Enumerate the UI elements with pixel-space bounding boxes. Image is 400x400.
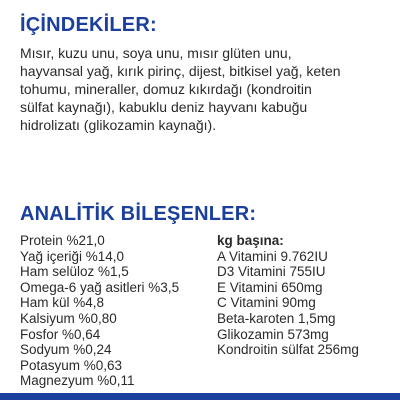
per-kg-item: A Vitamini 9.762IU xyxy=(217,248,328,264)
nutrient-item: Magnezyum %0,11 xyxy=(20,373,135,389)
per-kg-item: Kondroitin sülfat 256mg xyxy=(217,342,359,358)
nutrient-item: Fosfor %0,64 xyxy=(20,326,101,342)
analysis-per-kg-list xyxy=(217,233,359,358)
per-kg-item: C Vitamini 90mg xyxy=(217,295,316,311)
ingredients-line: sülfat kaynağı), kabuklu deniz hayvanı kabuğu xyxy=(20,99,308,115)
analysis-nutrients-list xyxy=(20,233,179,389)
per-kg-item: Glikozamin 573mg xyxy=(217,326,329,342)
nutrient-item: Omega-6 yağ asitleri %3,5 xyxy=(20,279,180,295)
analytical-components-heading: ANALİTİK BİLEŞENLER: xyxy=(20,203,257,225)
nutrient-item: Ham selüloz %1,5 xyxy=(20,264,129,280)
nutrient-item: Ham kül %4,8 xyxy=(20,295,105,311)
per-kg-header: kg başına: xyxy=(217,233,284,248)
bottom-accent-bar xyxy=(0,393,400,400)
nutrient-item: Potasyum %0,63 xyxy=(20,357,123,373)
ingredients-line: hidrolizatı (glikozamin kaynağı). xyxy=(20,117,217,133)
per-kg-item: D3 Vitamini 755IU xyxy=(217,264,326,280)
nutrient-item: Yağ içeriği %14,0 xyxy=(20,248,125,264)
nutrient-item: Kalsiyum %0,80 xyxy=(20,310,117,326)
ingredients-heading: İÇİNDEKİLER: xyxy=(20,14,157,36)
ingredients-line: tohumu, mineraller, domuz kıkırdağı (kondroitin xyxy=(20,81,312,97)
nutrient-item: Protein %21,0 xyxy=(20,233,105,248)
per-kg-item: Beta-karoten 1,5mg xyxy=(217,310,336,326)
per-kg-item: E Vitamini 650mg xyxy=(217,279,323,295)
ingredients-text xyxy=(20,44,390,134)
ingredients-line: Mısır, kuzu unu, soya unu, mısır glüten unu, xyxy=(20,45,292,61)
ingredients-line: hayvansal yağ, kırık pirinç, dijest, bitkisel yağ, keten xyxy=(20,63,341,79)
nutrient-item: Sodyum %0,24 xyxy=(20,342,112,358)
